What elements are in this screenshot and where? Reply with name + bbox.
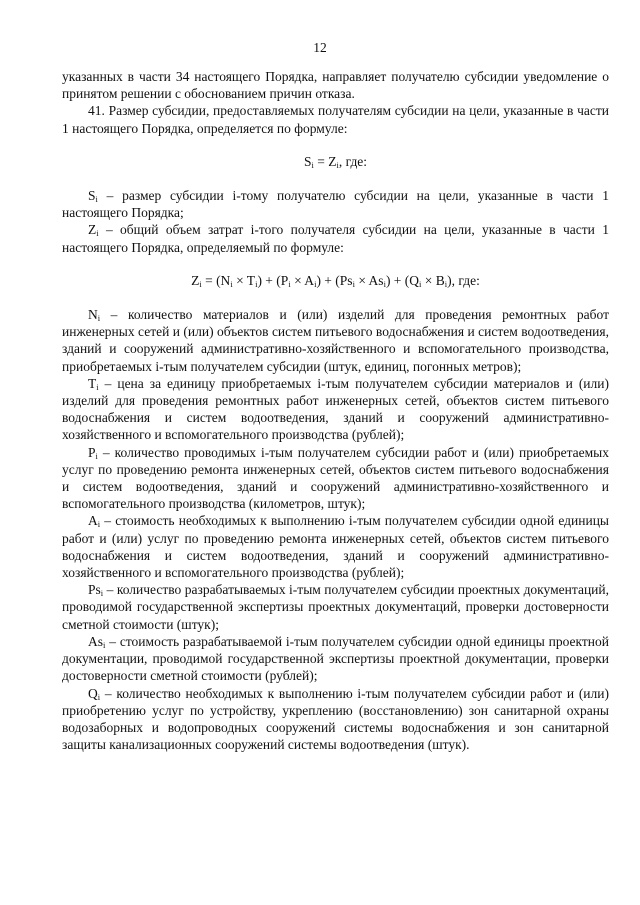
- formula-text: × A: [290, 272, 315, 288]
- formula-subscript: i: [255, 278, 258, 289]
- definition-subscript: i: [97, 691, 101, 702]
- formula-subscript: i: [352, 278, 355, 289]
- definition-text: – количество материалов и (или) изделий для проведения ремонтных работ инженерных сетей и (или) объектов систем питьевого водоснабжения и систем водоотведения, зданий и сооружений административно-хозяйственного и вспомогательного производства, приобретаемых i-тым получателем субсидии (штук, единиц, погонных метров);: [62, 307, 609, 374]
- definition-subscript: i: [95, 194, 98, 205]
- definition-symbol: As: [88, 633, 104, 649]
- formula-subscript: i: [199, 278, 202, 289]
- definition-ps: [62, 581, 609, 633]
- definition-subscript: i: [96, 228, 99, 239]
- definition-text: – количество проводимых i-тым получателем субсидии работ и (или) приобретаемых услуг по проведению ремонта инженерных сетей, объектов систем питьевого водоснабжения и систем водоотведения, зданий и сооружений административно-хозяйственного и вспомогательного производства (километров, штук);: [62, 444, 609, 512]
- definition-q: [62, 685, 609, 754]
- formula-text: × T: [232, 272, 256, 288]
- definition-n: [62, 306, 609, 375]
- definition-text: – стоимость разрабатываемой i-тым получателем субсидии одной единицы проектной документации, проводимой государственной экспертизы проектной документации, проверки достоверности сметной стоимости (рублей);: [62, 633, 609, 684]
- formula-subscript: i: [288, 278, 291, 289]
- formula-text: × As: [354, 272, 384, 288]
- formula-text: = (N: [201, 272, 231, 288]
- definition-a: [62, 512, 609, 581]
- page-number: 12: [313, 40, 327, 55]
- definition-symbol: T: [88, 375, 97, 391]
- formula-subscript: i: [311, 159, 314, 170]
- paragraph-refusal-notice: указанных в части 34 настоящего Порядка, направляет получателю субсидии уведомление о принятом решении с обоснованием причин отказа.: [62, 69, 609, 102]
- formula-subscript: i: [230, 278, 233, 289]
- definition-symbol: Z: [88, 222, 97, 238]
- definition-text: – цена за единицу приобретаемых i-тым получателем субсидии материалов и (или) изделий для проведения ремонтных работ инженерных сетей, объектов систем питьевого водоснабжения и систем водоотведения, зданий и сооружений административно-хозяйственного и вспомогательного производства (рублей);: [62, 375, 609, 443]
- formula-text: , где:: [338, 153, 368, 169]
- definition-symbol: Q: [88, 685, 98, 701]
- definition-text: – количество разрабатываемых i-тым получателем субсидии проектных документаций, проводимой государственной экспертизы проектных документаций, проверки достоверности сметной стоимости (штук);: [62, 582, 609, 632]
- definition-symbol: P: [88, 444, 96, 460]
- definition-text: – общий объем затрат i-того получателя субсидии на цели, указанные в части 1 настоящего Порядка, определяемый по формуле:: [62, 222, 609, 255]
- formula-subscript: i: [419, 278, 422, 289]
- definition-text: – количество необходимых к выполнению i-тым получателем субсидии работ и (или) приобретению услуг по устройству, укреплению (восстановлению) зон санитарной охраны водозаборных и водопроводных сооружений системы водоснабжения и зон санитарной защиты канализационных сооружений системы водоотведения (штук).: [62, 685, 609, 753]
- formula-subscript: i: [336, 159, 339, 170]
- formula-text: ) + (Q: [385, 272, 420, 288]
- formula-text: ) + (P: [257, 272, 289, 288]
- formula-symbol: S: [303, 153, 312, 169]
- definition-symbol: Ps: [88, 582, 101, 598]
- definition-p: [62, 444, 609, 513]
- formula-subscript: i: [383, 278, 386, 289]
- formula-subscript: i: [314, 278, 317, 289]
- formula-text: Z: [191, 272, 200, 288]
- formula-subsidy-size: [62, 153, 609, 170]
- definition-as: [62, 633, 609, 685]
- formula-text: ) + (Ps: [316, 272, 353, 288]
- definition-s: [62, 187, 609, 221]
- definition-subscript: i: [100, 588, 104, 599]
- definition-symbol: A: [88, 513, 98, 529]
- definition-t: [62, 375, 609, 444]
- definition-subscript: i: [95, 450, 98, 461]
- definition-text: – размер субсидии i-тому получателю субсидии на цели, указанные в части 1 настоящего Порядка;: [62, 188, 609, 221]
- formula-text: × B: [421, 272, 445, 288]
- formula-text: = Z: [313, 153, 337, 169]
- definition-symbol: N: [88, 307, 98, 323]
- formula-text: ), где:: [447, 272, 480, 288]
- definition-subscript: i: [97, 519, 101, 530]
- definition-text: – стоимость необходимых к выполнению i-тым получателем субсидии одной единицы работ и (или) услуг по проведению ремонта инженерных сетей, объектов систем питьевого водоснабжения и систем водоотведения, зданий и сооружений административно-хозяйственного и вспомогательного производства (рублей);: [62, 513, 609, 581]
- definition-symbol: S: [88, 188, 96, 204]
- definition-subscript: i: [103, 639, 106, 650]
- formula-subscript: i: [444, 278, 448, 289]
- definition-subscript: i: [96, 381, 99, 392]
- document-body: [62, 68, 609, 753]
- paragraph-41: 41. Размер субсидии, предоставляемых получателям субсидии на цели, указанные в части 1 настоящего Порядка, определяется по формуле:: [62, 103, 609, 136]
- definition-subscript: i: [97, 313, 101, 324]
- definition-z: [62, 221, 609, 255]
- formula-total-costs: [62, 272, 609, 289]
